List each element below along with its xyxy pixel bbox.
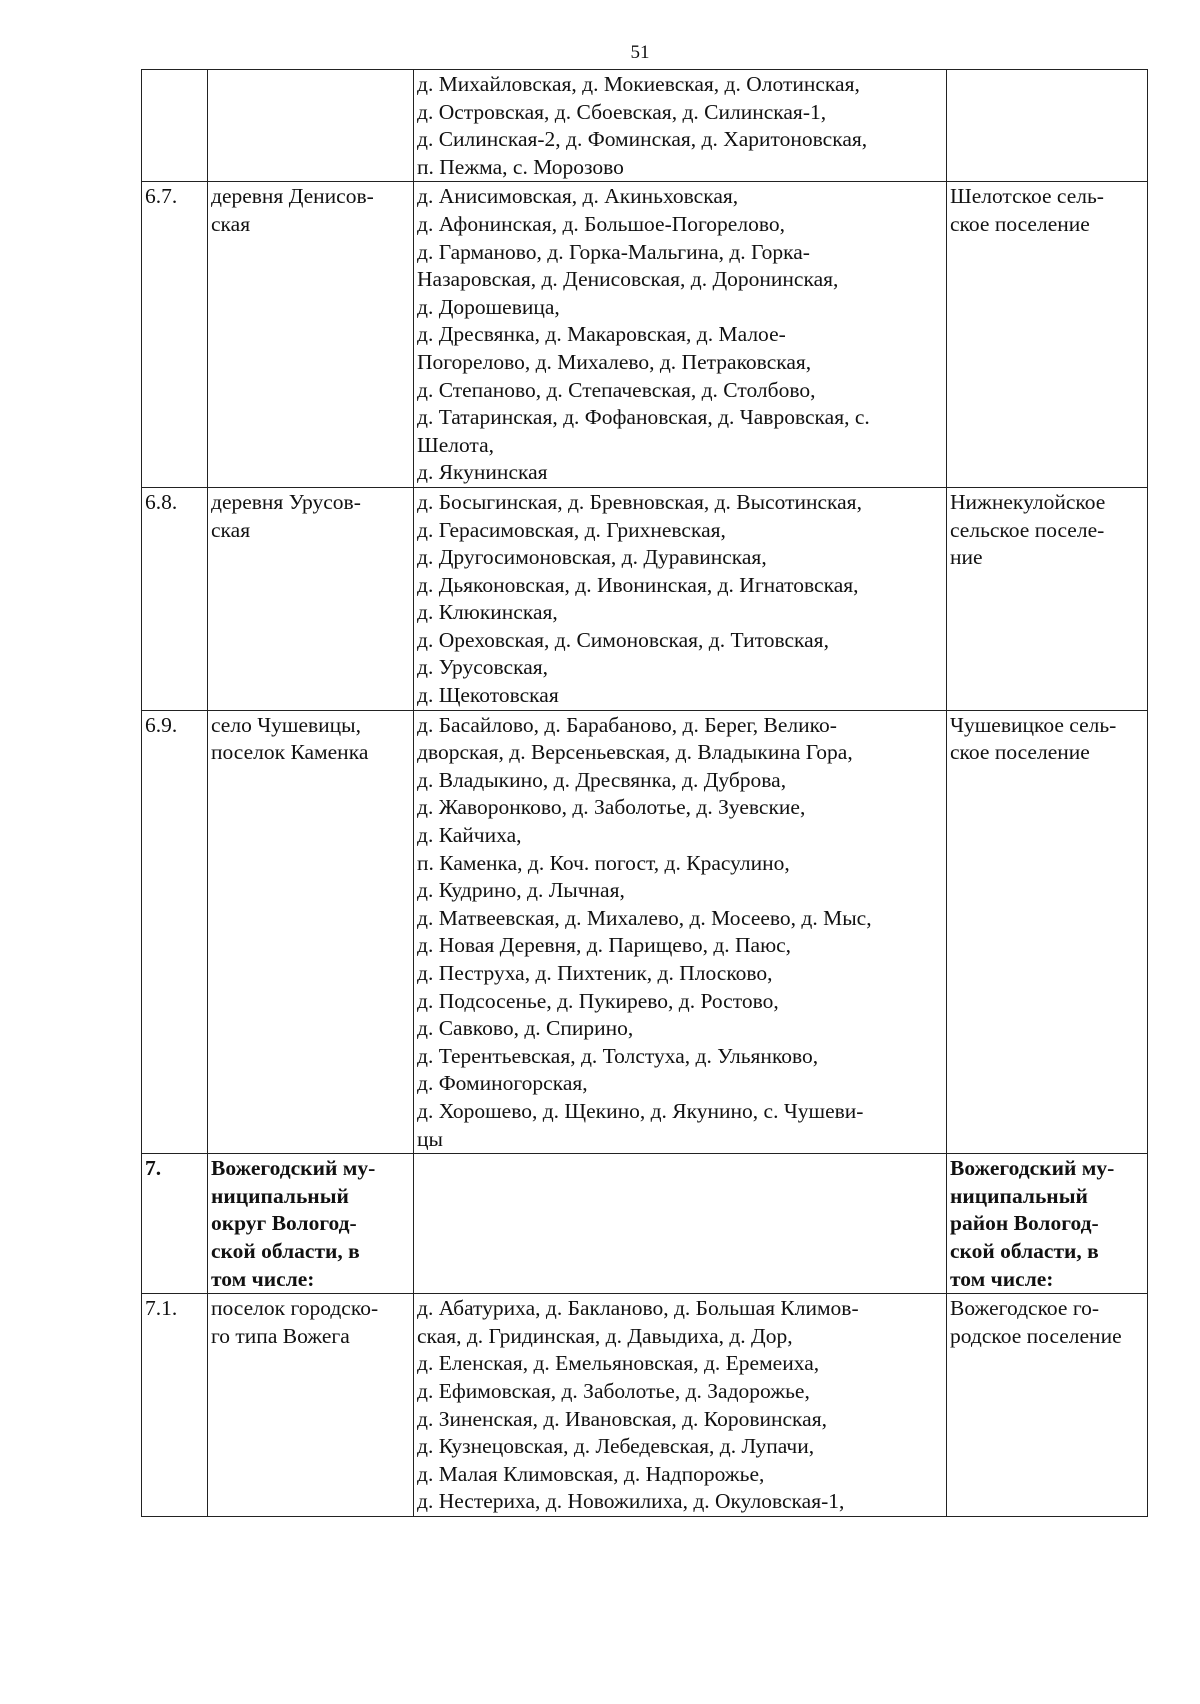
- villages-list-cell: д. Басайлово, д. Барабаново, д. Берег, Велико- дворская, д. Версеньевская, д. Владыкина Гора, д. Владыкино, д. Дресвянка, д. Дуброва, д. Жаворонково, д. Заболотье, д. Зуевские, д. Кайчиха, п. Каменка, д. Коч. погост, д. Красулино, д. Кудрино, д. Лычная, д. Матвеевская, д. Михалево, д. Мосеево, д. Мыс, д. Новая Деревня, д. Парищево, д. Паюс, д. Пеструха, д. Пихтеник, д. Плосково, д. Подсосенье, д. Пукирево, д. Ростово, д. Савково, д. Спирино, д. Терентьевская, д. Толстуха, д. Ульянково, д. Фоминогорская, д. Хорошево, д. Щекино, д. Якунино, с. Чушеви- цы: [414, 710, 947, 1154]
- settlement-cell: Вожегодский му- ниципальный район Вологод- ской области, в том числе:: [947, 1154, 1148, 1294]
- table-row: [142, 710, 1148, 1154]
- row-number-cell: 6.8.: [142, 487, 208, 710]
- settlement-cell: [947, 70, 1148, 182]
- villages-list-cell: д. Михайловская, д. Мокиевская, д. Олотинская, д. Островская, д. Сбоевская, д. Силинская-1, д. Силинская-2, д. Фоминская, д. Харитоновская, п. Пежма, с. Морозово: [414, 70, 947, 182]
- villages-list-cell: д. Босыгинская, д. Бревновская, д. Высотинская, д. Герасимовская, д. Грихневская, д. Другосимоновская, д. Дуравинская, д. Дьяконовская, д. Ивонинская, д. Игнатовская, д. Клюкинская, д. Ореховская, д. Симоновская, д. Титовская, д. Урусовская, д. Щекотовская: [414, 487, 947, 710]
- locality-name-cell: [208, 70, 414, 182]
- row-number-cell: [142, 70, 208, 182]
- locality-name-cell: село Чушевицы, поселок Каменка: [208, 710, 414, 1154]
- settlement-cell: Чушевицкое сель- ское поселение: [947, 710, 1148, 1154]
- locality-name-cell: деревня Денисов- ская: [208, 182, 414, 488]
- locality-name-cell: Вожегодский му- ниципальный округ Вологод- ской области, в том числе:: [208, 1154, 414, 1294]
- locality-name-cell: деревня Урусов- ская: [208, 487, 414, 710]
- settlement-cell: Вожегодское го- родское поселение: [947, 1294, 1148, 1517]
- locality-name-cell: поселок городско- го типа Вожега: [208, 1294, 414, 1517]
- row-number-cell: 7.1.: [142, 1294, 208, 1517]
- table-row: [142, 487, 1148, 710]
- table-row: [142, 1294, 1148, 1517]
- settlement-cell: Шелотское сель- ское поселение: [947, 182, 1148, 488]
- row-number-cell: 6.9.: [142, 710, 208, 1154]
- settlement-cell: Нижнекулойское сельское поселе- ние: [947, 487, 1148, 710]
- table-row-section-header: [142, 1154, 1148, 1294]
- settlements-table: [141, 69, 1148, 1517]
- villages-list-cell: д. Абатуриха, д. Бакланово, д. Большая Климов- ская, д. Гридинская, д. Давыдиха, д. Дор, д. Еленская, д. Емельяновская, д. Еремеиха, д. Ефимовская, д. Заболотье, д. Задорожье, д. Зиненская, д. Ивановская, д. Коровинская, д. Кузнецовская, д. Лебедевская, д. Лупачи, д. Малая Климовская, д. Надпорожье, д. Нестериха, д. Новожилиха, д. Окуловская-1,: [414, 1294, 947, 1517]
- page-number: 51: [630, 42, 650, 63]
- villages-list-cell: д. Анисимовская, д. Акиньховская, д. Афонинская, д. Большое-Погорелово, д. Гарманово, д. Горка-Мальгина, д. Горка- Назаровская, д. Денисовская, д. Доронинская, д. Дорошевица, д. Дресвянка, д. Макаровская, д. Малое- Погорелово, д. Михалево, д. Петраковская, д. Степаново, д. Степачевская, д. Столбово, д. Татаринская, д. Фофановская, д. Чавровская, с. Шелота, д. Якунинская: [414, 182, 947, 488]
- villages-list-cell: [414, 1154, 947, 1294]
- table-row: [142, 182, 1148, 488]
- row-number-cell: 7.: [142, 1154, 208, 1294]
- row-number-cell: 6.7.: [142, 182, 208, 488]
- table-row: [142, 70, 1148, 182]
